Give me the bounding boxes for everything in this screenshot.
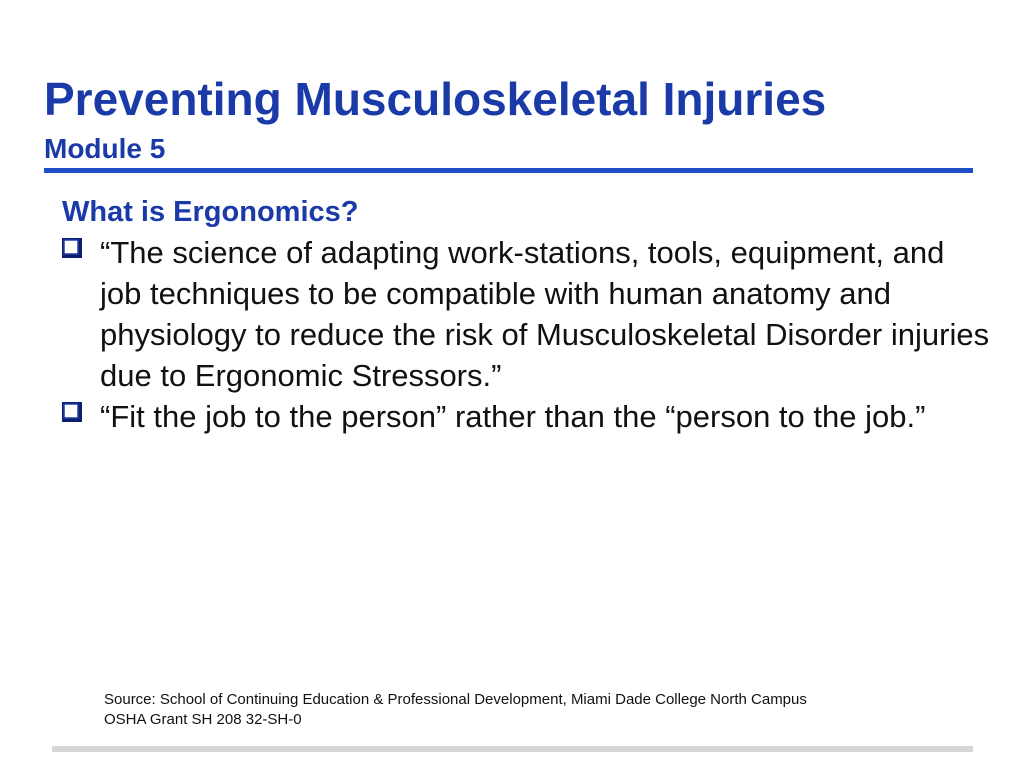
checkbox-bullet-icon	[62, 402, 82, 422]
bullet-text: “The science of adapting work-stations, tools, equipment, and job techniques to be compatible with human anatomy and physiology to reduce the risk of Musculoskeletal Disorder injuries due to Ergonomic Stressors.”	[100, 235, 990, 393]
section-heading: What is Ergonomics?	[62, 196, 359, 228]
slide-subtitle: Module 5	[44, 133, 166, 164]
bullet-text: “Fit the job to the person” rather than the “person to the job.”	[100, 399, 926, 434]
bullet-list	[62, 232, 992, 437]
footer-grant: OSHA Grant SH 208 32-SH-0	[104, 711, 302, 728]
bullet-item	[62, 396, 992, 437]
footer-source: Source: School of Continuing Education & Professional Development, Miami Dade College North Campus	[104, 691, 807, 708]
bullet-item	[62, 232, 992, 396]
checkbox-bullet-icon	[62, 238, 82, 258]
footer-divider	[52, 746, 973, 752]
title-divider	[44, 168, 973, 173]
slide-title: Preventing Musculoskeletal Injuries	[44, 73, 827, 125]
